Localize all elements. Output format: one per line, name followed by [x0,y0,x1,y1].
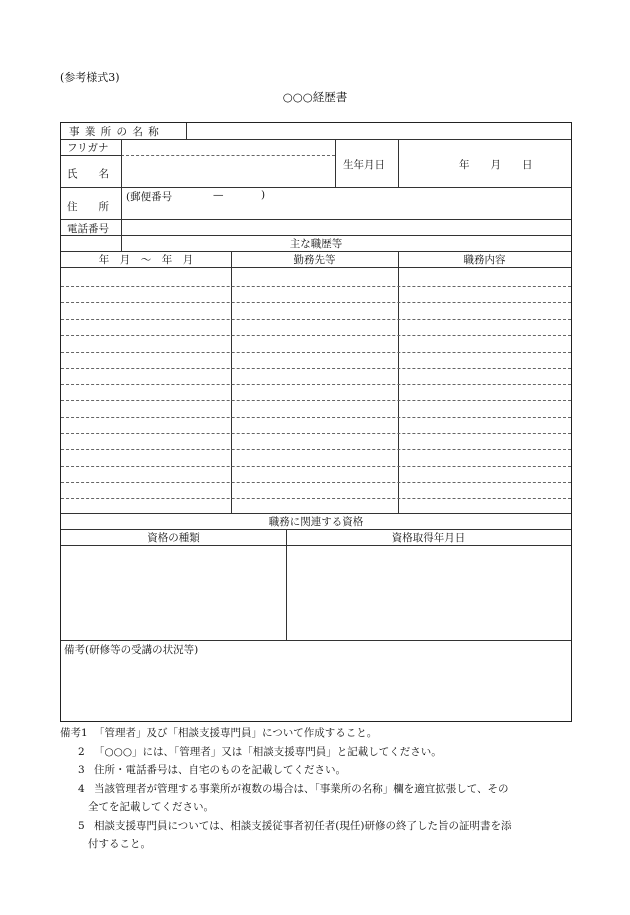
career-col-employer: 勤務先等 [293,254,336,266]
qual-col-type: 資格の種類 [147,532,200,544]
qualification-date-field[interactable] [287,546,571,640]
birth-date-field[interactable] [399,140,571,187]
address-label: 住 所 [67,201,109,213]
phone-label: 電話番号 [67,223,109,235]
remarks-label: 備考(研修等の受講の状況等) [64,644,199,656]
form-reference: (参考様式3) [60,71,120,84]
qualification-type-field[interactable] [61,546,286,640]
note-text: 相談支援専門員については、相談支援従事者初任者(現任)研修の終了した旨の証明書を添 [94,819,512,832]
career-col-period: 年 月 〜 年 月 [98,254,194,266]
note-number: 4 [78,782,85,795]
remarks-field[interactable] [61,657,571,721]
postal-code-dash: — [213,189,224,201]
notes-section [60,724,580,854]
furigana-label: フリガナ [67,142,109,154]
furigana-field[interactable] [122,140,335,155]
qualification-section-title: 職務に関連する資格 [268,516,364,528]
note-item [60,724,580,743]
note-text: 当該管理者が管理する事業所が複数の場合は、「事業所の名称」欄を適宜拡張して、その [94,782,509,795]
note-item [60,743,580,762]
office-name-field[interactable] [187,123,571,139]
career-section-title: 主な職歴等 [289,238,343,250]
birth-date-label: 生年月日 [343,159,385,171]
note-text: 「○○○」には、「管理者」又は「相談支援専門員」と記載してください。 [94,745,442,758]
phone-field[interactable] [122,220,571,235]
birth-date-format: 年 月 日 [459,159,533,171]
note-item [60,780,580,817]
notes-heading: 備考1 [60,727,88,739]
note-text-continued: 全てを記載してください。 [88,801,214,813]
divider [61,155,121,156]
document-title: ○○○経歴書 [282,90,348,104]
note-text-continued: 付すること。 [88,838,151,850]
divider [335,139,336,187]
career-entries-area[interactable] [61,268,571,513]
note-number: 2 [78,745,85,758]
career-col-duties: 職務内容 [463,254,506,266]
note-text: 住所・電話番号は、自宅のものを記載してください。 [94,764,346,776]
divider [61,640,571,641]
postal-code-label: (郵便番号 [126,191,173,203]
qual-col-date: 資格取得年月日 [391,532,466,544]
note-item [60,761,580,780]
name-field[interactable] [122,156,335,187]
note-number: 5 [78,819,85,832]
resume-form [60,122,572,722]
note-text: 「管理者」及び「相談支援専門員」について作成すること。 [94,727,378,739]
name-label: 氏 名 [67,168,109,180]
address-field[interactable] [122,188,571,219]
postal-code-close: ) [261,189,266,201]
note-item [60,817,580,854]
office-name-label: 事 業 所 の 名 称 [69,126,160,138]
note-number: 3 [78,764,85,776]
